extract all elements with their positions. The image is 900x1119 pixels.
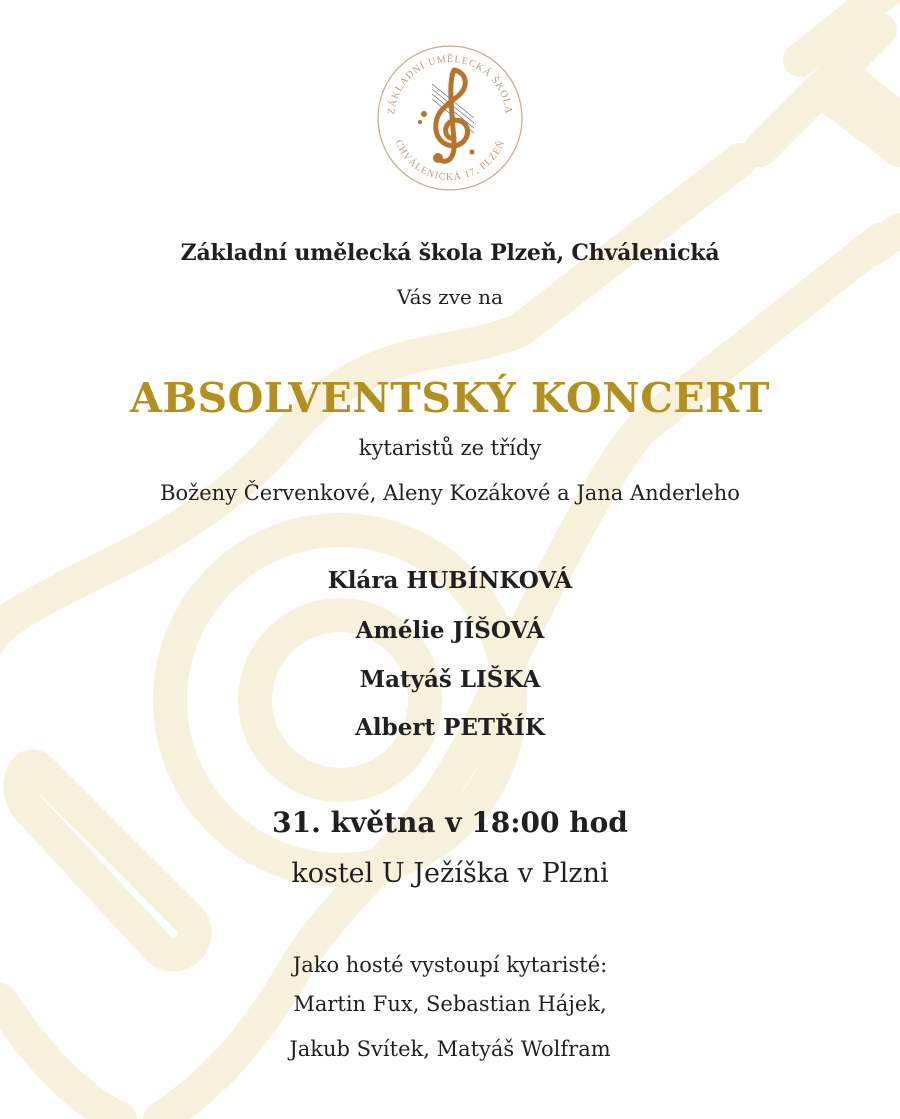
- school-logo: [374, 42, 526, 194]
- svg-text:CHVÁLENICKÁ 17, PLZEŇ: CHVÁLENICKÁ 17, PLZEŇ: [392, 138, 508, 184]
- subtitle-class: kytaristů ze třídy: [358, 436, 542, 460]
- guests-line: Jakub Svítek, Matyáš Wolfram: [289, 1037, 611, 1061]
- event-datetime: 31. května v 18:00 hod: [272, 806, 628, 839]
- event-place: kostel U Ježíška v Plzni: [291, 858, 609, 889]
- performer-name: Albert PETŘÍK: [355, 714, 545, 741]
- performer-name: Matyáš LIŠKA: [359, 666, 541, 693]
- guests-line: Martin Fux, Sebastian Hájek,: [293, 992, 607, 1016]
- guests-intro: Jako hosté vystoupí kytaristé:: [292, 953, 608, 977]
- school-name: Základní umělecká škola Plzeň, Chválenická: [180, 240, 720, 266]
- svg-text:ZÁKLADNÍ UMĚLECKÁ ŠKOLA: ZÁKLADNÍ UMĚLECKÁ ŠKOLA: [386, 53, 514, 115]
- invite-text: Vás zve na: [397, 285, 503, 309]
- performer-name: Klára HUBÍNKOVÁ: [327, 567, 573, 594]
- concert-title: ABSOLVENTSKÝ KONCERT: [130, 374, 770, 422]
- treble-clef-guitar-icon: [418, 70, 475, 163]
- subtitle-teachers: Boženy Červenkové, Aleny Kozákové a Jana Anderleho: [160, 481, 740, 505]
- performer-name: Amélie JÍŠOVÁ: [355, 617, 545, 644]
